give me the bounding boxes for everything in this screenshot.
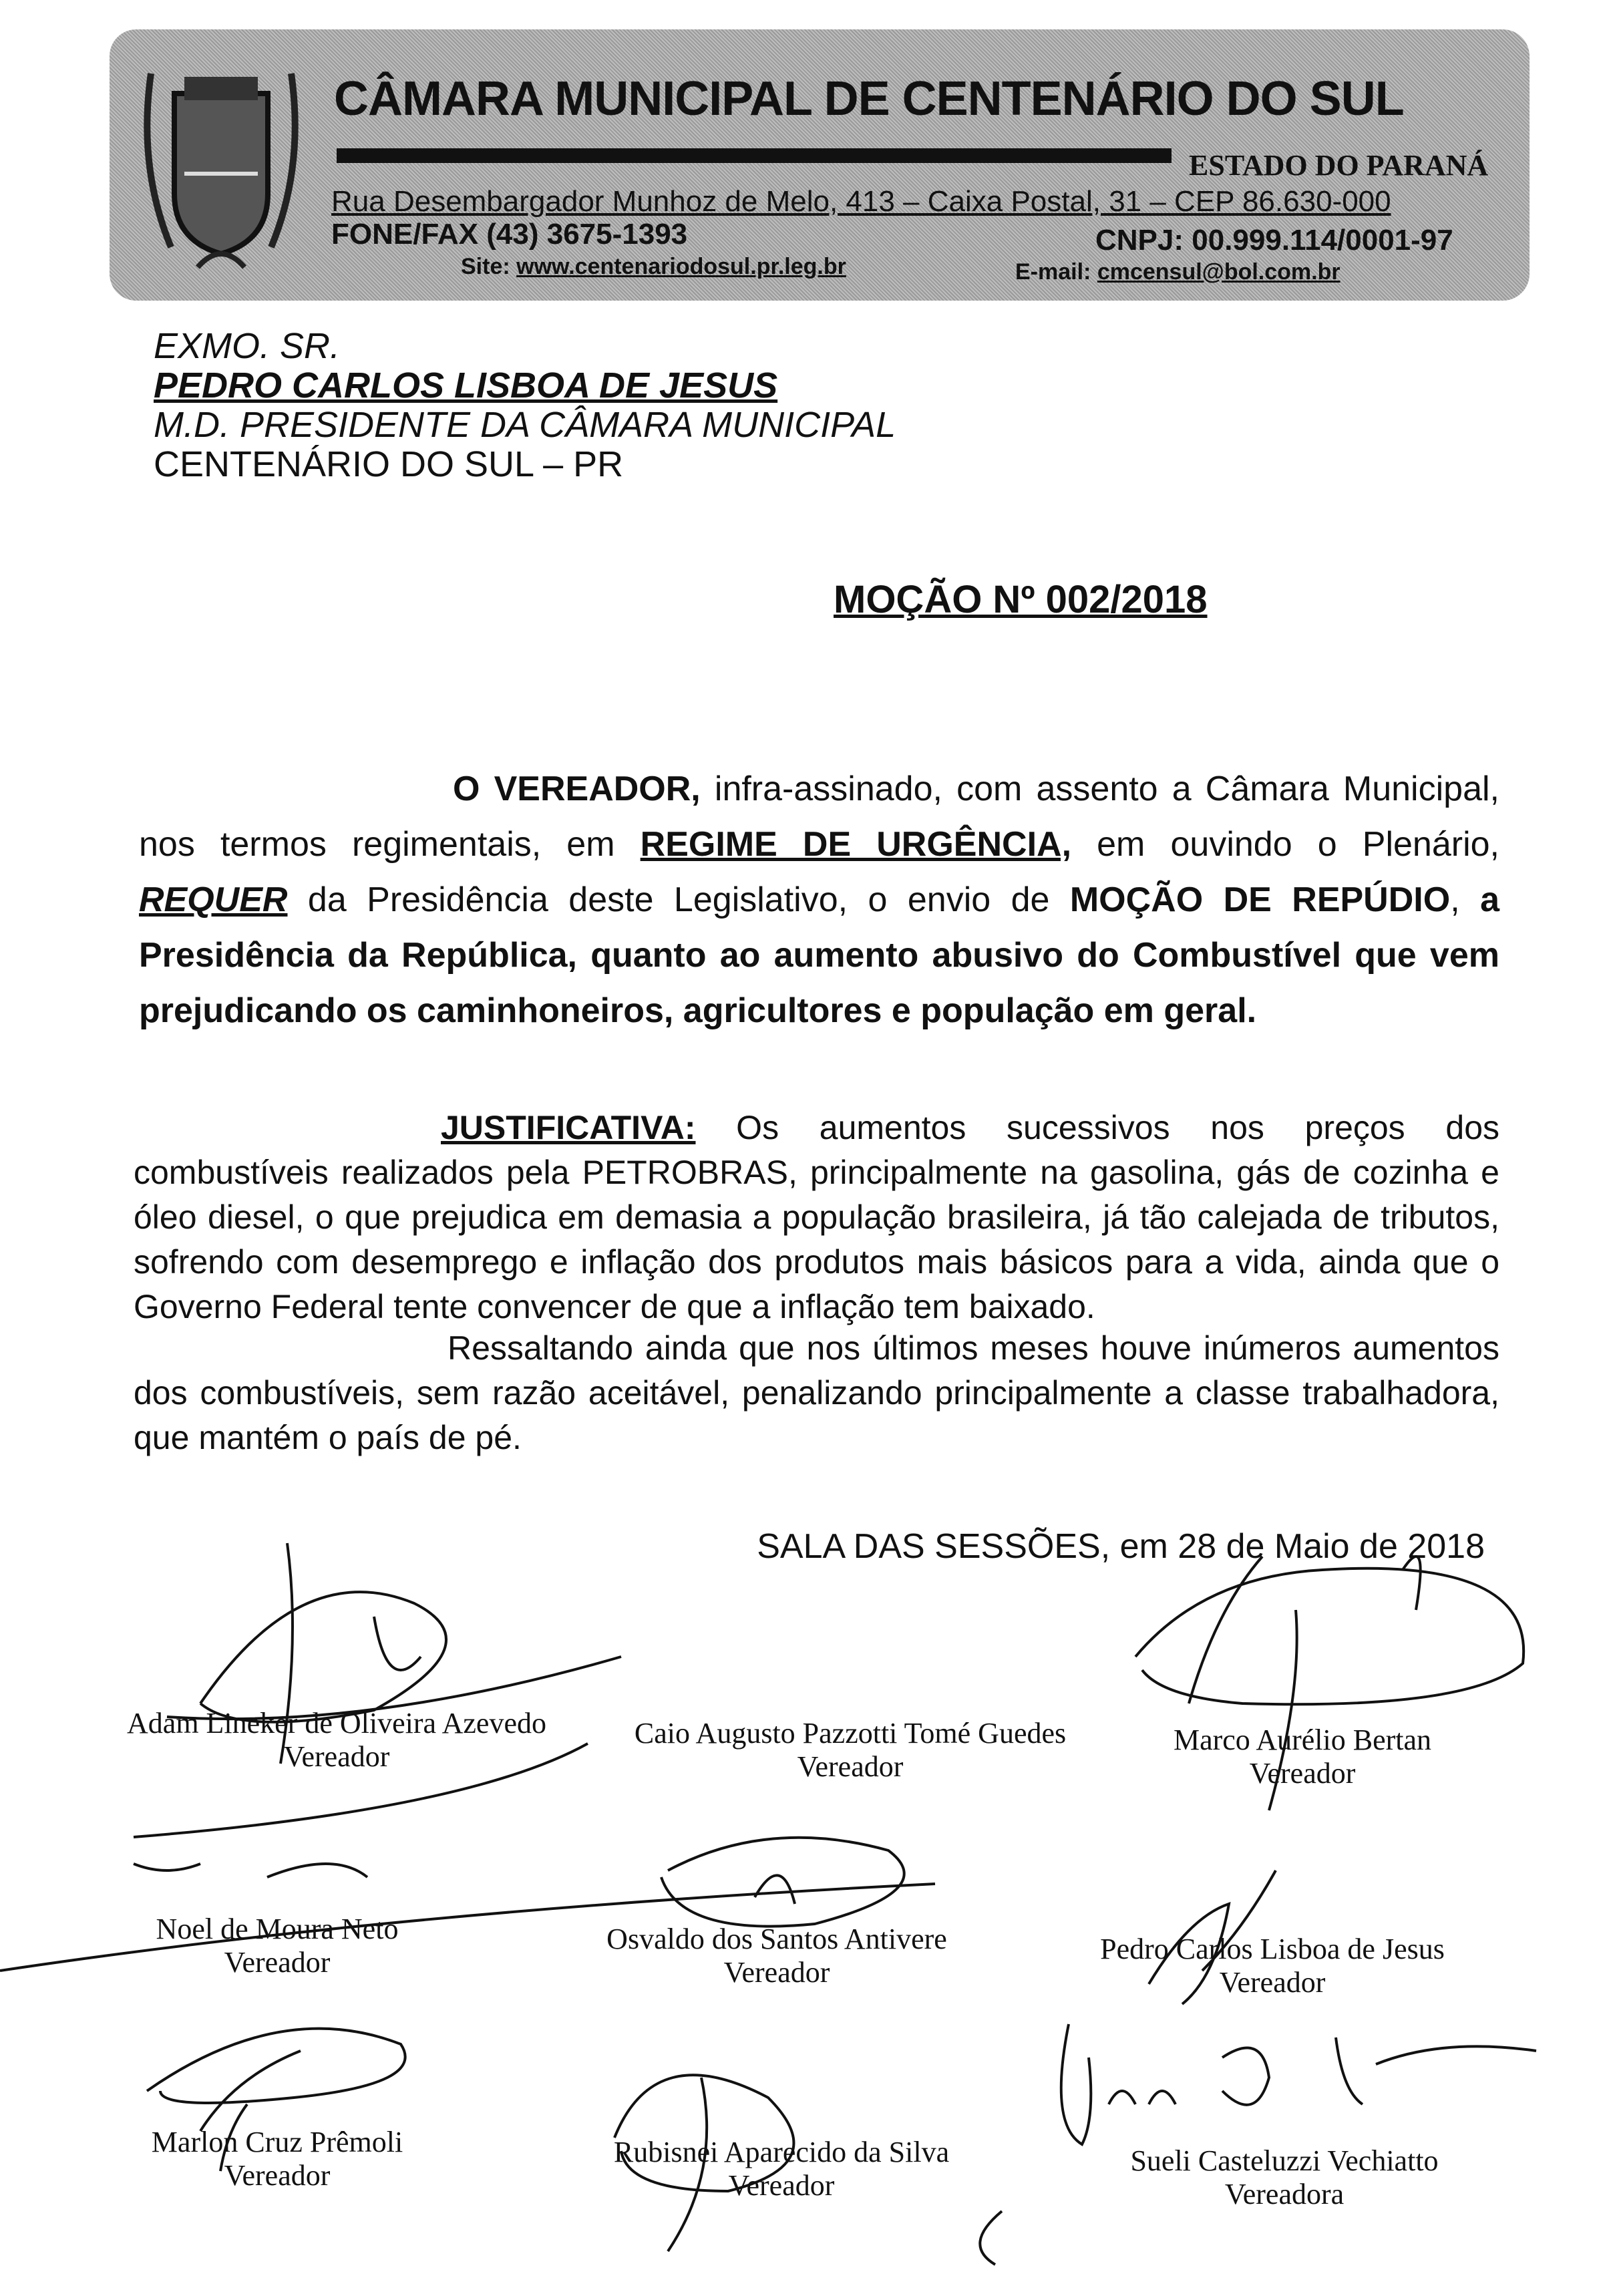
vereador-label: O VEREADOR, [453, 770, 701, 808]
site-link[interactable]: www.centenariodosul.pr.leg.br [516, 254, 846, 279]
text: , [1450, 880, 1481, 919]
requer-label: REQUER [139, 880, 288, 919]
signatory-block [156, 1913, 399, 1979]
header-divider [337, 148, 1172, 163]
signatory-role: Vereador [224, 1946, 331, 1979]
session-date: SALA DAS SESSÕES, em 28 de Maio de 2018 [757, 1527, 1485, 1566]
signatory-block [127, 1707, 546, 1774]
signatory-name: Marco Aurélio Bertan [1173, 1724, 1432, 1756]
signatory-name: Rubisnei Aparecido da Silva [613, 2136, 950, 2168]
addressee-name: PEDRO CARLOS LISBOA DE JESUS [154, 365, 778, 405]
signatory-role: Vereador [224, 2159, 331, 2192]
signatory-name: Osvaldo dos Santos Antivere [606, 1923, 947, 1955]
repudio-label: MOÇÃO DE REPÚDIO [1069, 880, 1451, 919]
email [1015, 259, 1340, 285]
cnpj: CNPJ: 00.999.114/0001-97 [1095, 224, 1453, 257]
justification-label: JUSTIFICATIVA: [441, 1109, 696, 1146]
addressee-role: M.D. PRESIDENTE DA CÂMARA MUNICIPAL [154, 405, 896, 445]
institution-title: CÂMARA MUNICIPAL DE CENTENÁRIO DO SUL [334, 72, 1404, 126]
text: em ouvindo o Plenário, [1071, 825, 1499, 864]
signatory-block [606, 1923, 947, 1989]
municipal-crest-icon [124, 47, 318, 287]
signatory-name: Caio Augusto Pazzotti Tomé Guedes [634, 1717, 1067, 1750]
signatory-role: Vereador [1249, 1757, 1356, 1790]
text: da Presidência deste Legislativo, o envio de [287, 880, 1070, 919]
site-label: Site: [461, 254, 517, 279]
closing-paragraph [134, 1326, 1499, 1460]
urgency-label: REGIME DE URGÊNCIA, [640, 825, 1072, 864]
website [461, 254, 846, 280]
signatory-block [1174, 1724, 1431, 1790]
signatory-block [635, 1717, 1066, 1784]
signatory-block [614, 2136, 949, 2202]
justification-paragraph [134, 1106, 1499, 1329]
signatory-role: Vereador [797, 1750, 904, 1783]
signatory-name: Pedro Carlos Lisboa de Jesus [1100, 1933, 1445, 1965]
signatory-name: Sueli Casteluzzi Vechiatto [1130, 2144, 1439, 2177]
phone-fax: FONE/FAX (43) 3675-1393 [331, 218, 688, 251]
signatory-block [1100, 1933, 1445, 1999]
state-name: ESTADO DO PARANÁ [1189, 149, 1489, 182]
justification-text: Os aumentos sucessivos nos preços dos combustíveis realizados pela PETROBRAS, principalmente na gasolina, gás de cozinha e óleo diesel, o que prejudica em demasia a população brasileira, já tão calejada de tributos, sofrendo com desemprego e inflação dos produtos mais básicos para a vida, ainda que o Governo Federal tente convencer de que a inflação tem baixado. [134, 1109, 1499, 1325]
signatory-role: Vereador [1219, 1966, 1326, 1999]
signatory-role: Vereadora [1224, 2178, 1345, 2210]
address-line: Rua Desembargador Munhoz de Melo, 413 – Caixa Postal, 31 – CEP 86.630-000 [331, 185, 1391, 218]
text: infra-assinado, com assento a Câmara Municipal, nos termos regimentais, em [139, 770, 1499, 864]
signatory-block [152, 2126, 403, 2192]
signatory-role: Vereador [723, 1956, 830, 1989]
salutation: EXMO. SR. [154, 326, 341, 366]
addressee-location: CENTENÁRIO DO SUL – PR [154, 444, 624, 484]
text: Ressaltando ainda que nos últimos meses houve inúmeros aumentos dos combustíveis, sem razão aceitável, penalizando principalmente a classe trabalhadora, que mantém o país de pé. [134, 1329, 1499, 1456]
motion-subject: a Presidência da República, quanto ao aumento abusivo do Combustível que vem prejudicando os caminhoneiros, agricultores e população em geral. [139, 880, 1499, 1030]
document-title: MOÇÃO Nº 002/2018 [834, 578, 1208, 621]
signatory-role: Vereador [728, 2169, 835, 2202]
signatory-role: Vereador [283, 1740, 390, 1773]
motion-paragraph [139, 762, 1499, 1039]
signatory-block [1130, 2144, 1438, 2211]
email-label: E-mail: [1015, 259, 1097, 285]
email-link[interactable]: cmcensul@bol.com.br [1097, 259, 1340, 285]
signatory-name: Adam Lineker de Oliveira Azevedo [127, 1707, 546, 1740]
signatory-name: Marlon Cruz Prêmoli [151, 2126, 403, 2158]
signatory-name: Noel de Moura Neto [156, 1913, 399, 1945]
